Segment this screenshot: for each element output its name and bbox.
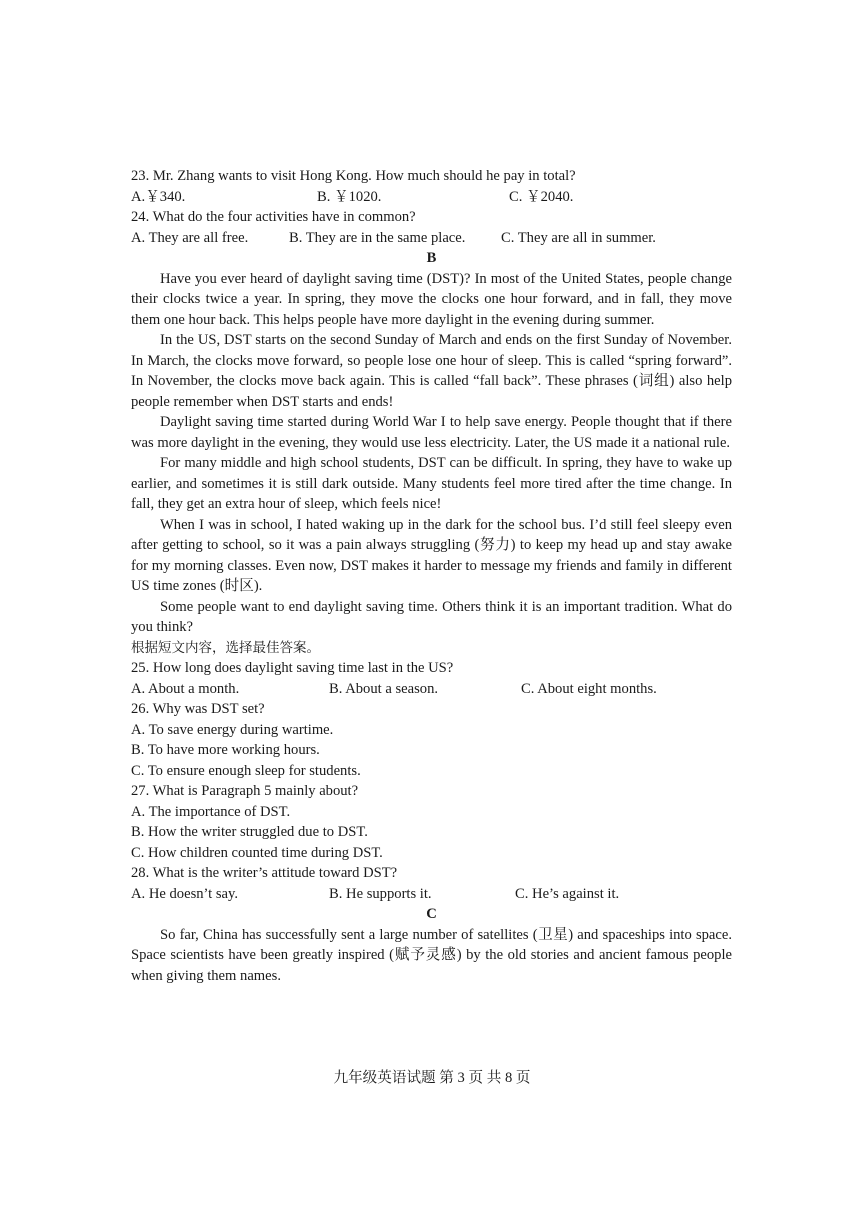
option-c: C. ￥2040. [509, 188, 574, 205]
option-b: B. He supports it. [329, 885, 432, 902]
question-24: 24. What do the four activities have in common? [131, 209, 416, 225]
option-c: C. He’s against it. [515, 885, 620, 902]
question-23: 23. Mr. Zhang wants to visit Hong Kong. How much should he pay in total? [131, 168, 576, 184]
option-a: A. They are all free. [131, 229, 249, 246]
question-28-options [131, 884, 732, 905]
section-heading-b: B [426, 250, 437, 266]
option-b: B. They are in the same place. [289, 229, 466, 246]
section-heading-c: C [426, 906, 437, 922]
option-c: C. To ensure enough sleep for students. [131, 762, 361, 779]
instruction: 根据短文内容，选择最佳答案。 [131, 639, 320, 656]
option-b: B. About a season. [329, 680, 439, 697]
question-27: 27. What is Paragraph 5 mainly about? [131, 783, 359, 799]
option-b: B. To have more working hours. [131, 742, 320, 758]
option-b: B. How the writer struggled due to DST. [131, 824, 368, 840]
passage-b-paragraph: For many middle and high school students, DST can be difficult. In spring, they have to wake up earlier, and sometimes it is still dark outside. Many students feel more tired after the time change. In fall, they get an extra hour of sleep, which feels nice! [131, 455, 732, 512]
option-c: C. They are all in summer. [501, 229, 656, 246]
question-23-options [131, 187, 732, 208]
passage-b-paragraph: In the US, DST starts on the second Sunday of March and ends on the first Sunday of November. In March, the clocks move forward, so people lose one hour of sleep. This is called “spring forward”. In November, the clocks move back again. This is called “fall back”. These phrases (词组) also help people remember when DST starts and ends! [131, 332, 732, 410]
option-a: A. About a month. [131, 680, 240, 697]
option-a: A.￥340. [131, 188, 186, 205]
passage-b-paragraph: When I was in school, I hated waking up in the dark for the school bus. I’d still feel sleepy even after getting to school, so it was a pain always struggling (努力) to keep my head up and stay awake for my morning classes. Even now, DST makes it harder to message my friends and family in different US time zones (时区). [131, 516, 732, 594]
question-25: 25. How long does daylight saving time last in the US? [131, 660, 454, 676]
question-28: 28. What is the writer’s attitude toward DST? [131, 865, 398, 881]
passage-b-paragraph: Some people want to end daylight saving time. Others think it is an important tradition. What do you think? [131, 598, 732, 635]
option-c: C. About eight months. [521, 680, 657, 697]
option-b: B. ￥1020. [317, 188, 382, 205]
option-a: A. The importance of DST. [131, 803, 291, 820]
question-25-options [131, 679, 732, 700]
passage-b-paragraph: Have you ever heard of daylight saving time (DST)? In most of the United States, people change their clocks twice a year. In spring, they move the clocks one hour forward, and in fall, they move them one hour back. This helps people have more daylight in the evening during summer. [131, 270, 732, 328]
passage-c-paragraph: So far, China has successfully sent a large number of satellites (卫星) and spaceships into space. Space scientists have been greatly inspired (赋予灵感) by the old stories and ancient famous people when giving them names. [131, 926, 732, 984]
passage-b-paragraph: Daylight saving time started during World War I to help save energy. People thought that if there was more daylight in the evening, they would use less electricity. Later, the US made it a national rule. [131, 414, 732, 451]
exam-page-body [131, 166, 732, 986]
option-a: A. He doesn’t say. [131, 885, 239, 902]
option-c: C. How children counted time during DST. [131, 844, 383, 861]
option-a: A. To save energy during wartime. [131, 721, 334, 738]
question-24-options [131, 228, 732, 249]
page-footer: 九年级英语试题 第 3 页 共 8 页 [333, 1070, 531, 1086]
question-26: 26. Why was DST set? [131, 701, 265, 717]
